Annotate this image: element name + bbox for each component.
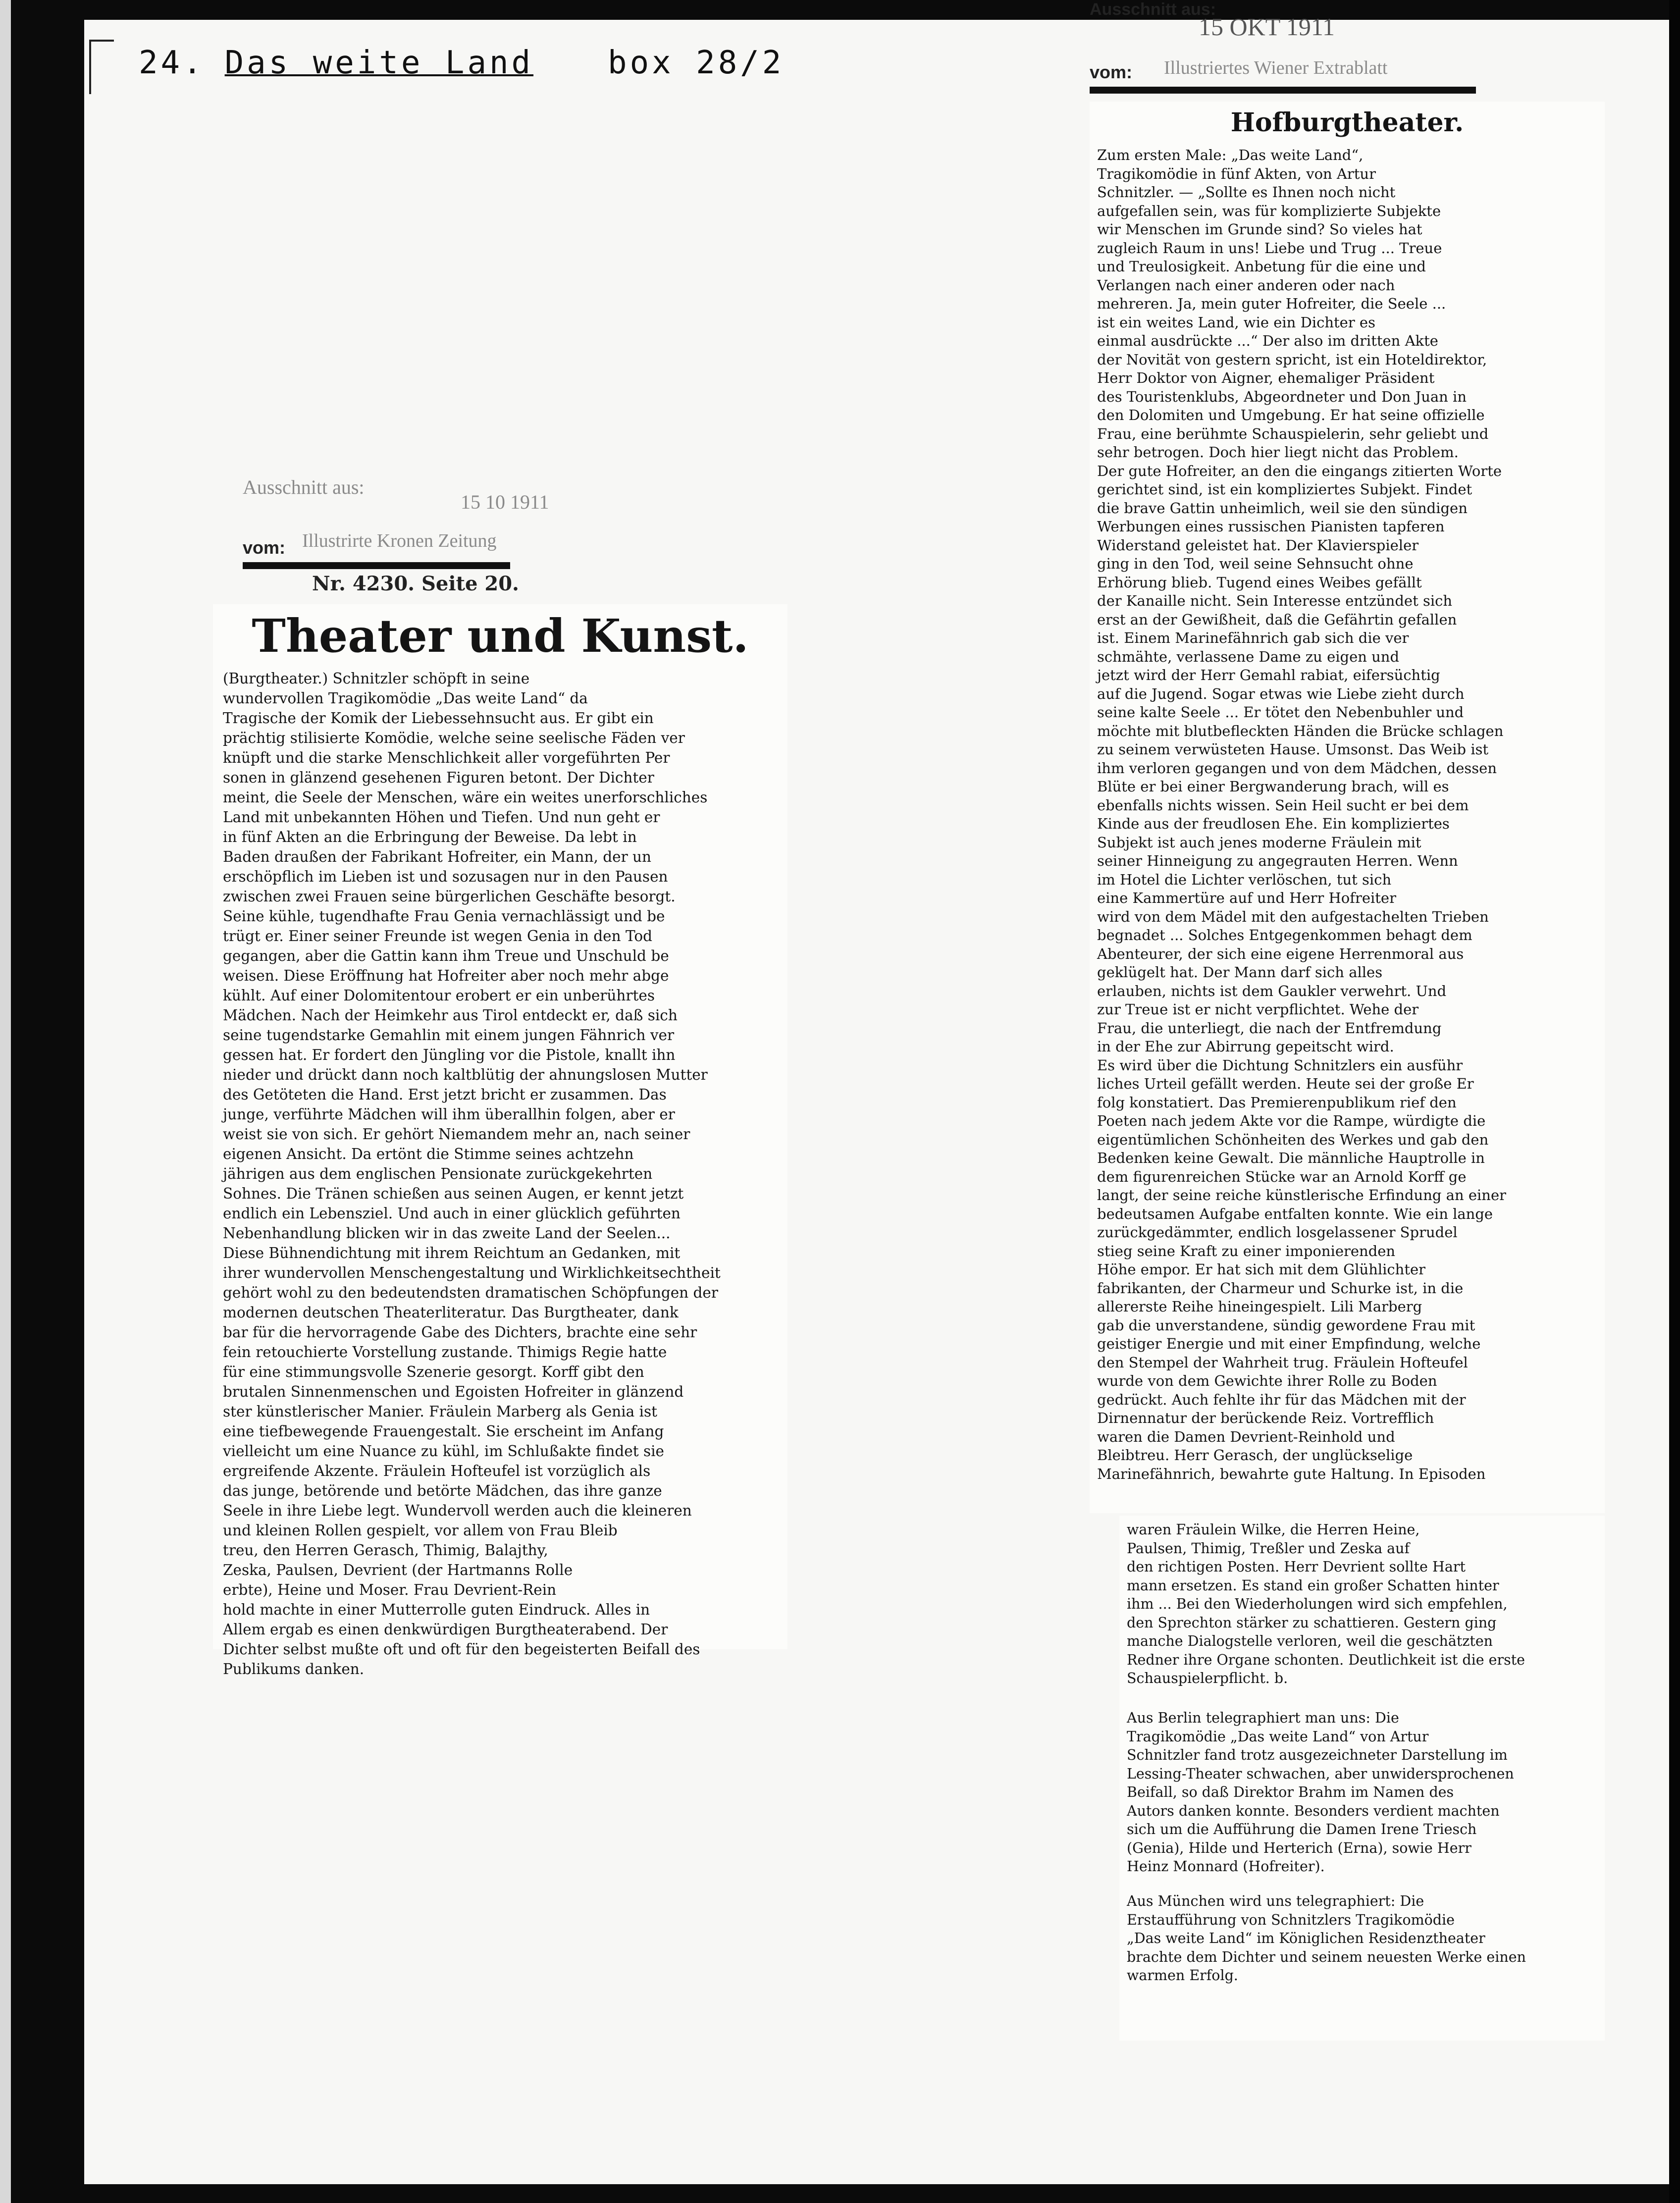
article-line: ihrer wundervollen Menschengestaltung und Wirklichkeitsechtheit <box>223 1264 721 1281</box>
article-line: des Touristenklubs, Abgeordneter und Don Juan in <box>1097 388 1467 405</box>
article-line: begnadet ... Solches Entgegenkommen behagt dem <box>1097 927 1472 944</box>
article-line: fabrikanten, der Charmeur und Schurke ist, in die <box>1097 1279 1464 1297</box>
article-line: erlauben, nichts ist dem Gaukler verwehrt. Und <box>1097 982 1447 999</box>
article-line: wurde von dem Gewichte ihrer Rolle zu Boden <box>1097 1372 1437 1389</box>
article-line: Bleibtreu. Herr Gerasch, der unglückselige <box>1097 1447 1413 1464</box>
article-line: meint, die Seele der Menschen, wäre ein weites unerforschliches <box>223 789 708 806</box>
article-line: wird von dem Mädel mit den aufgestachelten Trieben <box>1097 908 1489 925</box>
article-line: „Das weite Land“ im Königlichen Residenztheater <box>1127 1930 1485 1946</box>
article-line: ging in den Tod, weil seine Sehnsucht ohne <box>1097 555 1414 572</box>
article-line: seiner Hinneigung zu angegrauten Herren. Wenn <box>1097 852 1458 869</box>
article-line: knüpft und die starke Menschlichkeit aller vorgeführten Per <box>223 749 670 766</box>
article-line: allererste Reihe hineingespielt. Lili Marberg <box>1097 1298 1422 1315</box>
article-line: weisen. Diese Eröffnung hat Hofreiter aber noch mehr abge <box>223 967 669 984</box>
clipping-right-body <box>1090 102 1605 1513</box>
clipping-left-headline: Theater und Kunst. <box>252 609 749 663</box>
article-line: eigenen Ansicht. Da ertönt die Stimme seines achtzehn <box>223 1146 634 1162</box>
corner-bracket-mark <box>89 40 91 94</box>
article-line: Subjekt ist auch jenes moderne Fräulein mit <box>1097 834 1421 851</box>
clipping-right <box>1090 0 1605 2041</box>
article-line: geklügelt hat. Der Mann darf sich alles <box>1097 964 1383 981</box>
article-line: vielleicht um eine Nuance zu kühl, im Schlußakte findet sie <box>223 1443 664 1460</box>
article-line: zur Treue ist er nicht verpflichtet. Wehe der <box>1097 1001 1419 1018</box>
article-line: gessen hat. Er fordert den Jüngling vor die Pistole, knallt ihn <box>223 1047 676 1063</box>
clipping-right-article <box>1097 146 1597 1483</box>
article-line: Werbungen eines russischen Pianisten tapferen <box>1097 518 1445 535</box>
article-line: trügt er. Einer seiner Freunde ist wegen Genia in den Tod <box>223 928 652 944</box>
archive-label <box>139 45 784 81</box>
article-line: ster künstlerischer Manier. Fräulein Marberg als Genia ist <box>223 1403 657 1420</box>
article-line: zurückgedämmter, endlich losgelassener Sprudel <box>1097 1224 1458 1241</box>
article-line: Der gute Hofreiter, an den die eingangs zitierten Worte <box>1097 462 1502 479</box>
article-line: Dichter selbst mußte oft und oft für den begeisterten Beifall des <box>223 1641 700 1658</box>
article-line: Autors danken konnte. Besonders verdient machten <box>1127 1802 1500 1819</box>
article-line: Schnitzler. — „Sollte es Ihnen noch nicht <box>1097 184 1396 201</box>
article-line: Höhe empor. Er hat sich mit dem Glühlichter <box>1097 1261 1426 1278</box>
article-line: gab die unverstandene, sündig gewordene Frau mit <box>1097 1316 1475 1334</box>
article-line: folg konstatiert. Das Premierenpublikum rief den <box>1097 1094 1457 1111</box>
article-line: gerichtet sind, ist ein kompliziertes Subjekt. Findet <box>1097 481 1472 498</box>
article-line: Frau, eine berühmte Schauspielerin, sehr geliebt und <box>1097 425 1489 442</box>
article-line: Erstaufführung von Schnitzlers Tragikomödie <box>1127 1911 1455 1928</box>
article-line: auf die Jugend. Sogar etwas wie Liebe zieht durch <box>1097 685 1465 702</box>
article-line: Schauspielerpflicht. b. <box>1127 1670 1288 1686</box>
clipping-right-munich-report <box>1127 1892 1597 1985</box>
article-line: gegangen, aber die Gattin kann ihm Treue und Unschuld be <box>223 947 669 964</box>
scan-left-edge <box>0 0 11 2203</box>
archive-number: 24. <box>139 45 205 81</box>
article-line: Seele in ihre Liebe legt. Wundervoll werden auch die kleineren <box>223 1502 692 1519</box>
article-line: fein retouchierte Vorstellung zustande. Thimigs Regie hatte <box>223 1344 667 1361</box>
article-line: Zum ersten Male: „Das weite Land“, <box>1097 147 1364 163</box>
article-line: Erhörung blieb. Tugend eines Weibes gefällt <box>1097 574 1422 591</box>
article-line: mann ersetzen. Es stand ein großer Schatten hinter <box>1127 1577 1499 1594</box>
article-line: dem figurenreichen Stücke war an Arnold Korff ge <box>1097 1168 1467 1185</box>
article-line: in fünf Akten an die Erbringung der Beweise. Da lebt in <box>223 829 637 845</box>
article-line: aufgefallen sein, was für komplizierte Subjekte <box>1097 202 1441 219</box>
article-line: kühlt. Auf einer Dolomitentour erobert er ein unberührtes <box>223 987 655 1004</box>
article-line: Redner ihre Organe schonten. Deutlichkeit ist die erste <box>1127 1651 1525 1668</box>
article-line: Abenteurer, der sich eine eigene Herrenmoral aus <box>1097 945 1464 962</box>
clipping-right-article-continued <box>1127 1521 1597 1688</box>
article-line: in der Ehe zur Abirrung gepeitscht wird. <box>1097 1038 1394 1055</box>
article-line: Baden draußen der Fabrikant Hofreiter, ein Mann, der un <box>223 848 652 865</box>
clipping-left-stamp-date: 15 10 1911 <box>461 491 549 513</box>
article-line: Poeten nach jedem Akte vor die Rampe, würdigte die <box>1097 1112 1486 1129</box>
article-line: brachte dem Dichter und seinem neuesten Werke einen <box>1127 1948 1526 1965</box>
article-line: möchte mit blutbefleckten Händen die Brücke schlagen <box>1097 722 1504 739</box>
article-line: Dirnennatur der berückende Reiz. Vortrefflich <box>1097 1410 1434 1426</box>
article-line: schmähte, verlassene Dame zu eigen und <box>1097 648 1400 665</box>
article-line: Sohnes. Die Tränen schießen aus seinen Augen, er kennt jetzt <box>223 1185 684 1202</box>
clipping-right-continuation <box>1119 1516 1605 2041</box>
article-line: und kleinen Rollen gespielt, vor allem von Frau Bleib <box>223 1522 618 1539</box>
archive-box: box 28/2 <box>608 45 785 81</box>
clipping-left-stamp-bar <box>243 562 510 569</box>
article-line: erschöpflich im Lieben ist und sozusagen nur in den Pausen <box>223 868 668 885</box>
article-line: für eine stimmungsvolle Szenerie gesorgt. Korff gibt den <box>223 1364 644 1380</box>
article-line: den richtigen Posten. Herr Devrient sollte Hart <box>1127 1559 1466 1575</box>
article-line: Heinz Monnard (Hofreiter). <box>1127 1858 1325 1875</box>
scan-right-edge <box>1669 0 1680 2203</box>
article-line: brutalen Sinnenmenschen und Egoisten Hofreiter in glänzend <box>223 1383 684 1400</box>
article-line: Nebenhandlung blicken wir in das zweite Land der Seelen... <box>223 1225 671 1242</box>
clipping-right-stamp-source: Ausschnitt aus: <box>1090 0 1216 19</box>
article-line: weist sie von sich. Er gehört Niemandem mehr an, nach seiner <box>223 1126 690 1143</box>
article-line: waren Fräulein Wilke, die Herren Heine, <box>1127 1521 1420 1538</box>
article-line: der Kanaille nicht. Sein Interesse entzündet sich <box>1097 592 1453 609</box>
article-line: langt, der seine reiche künstlerische Erfindung an einer <box>1097 1187 1506 1204</box>
article-line: Es wird über die Dichtung Schnitzlers ein ausführ <box>1097 1056 1463 1074</box>
article-line: (Burgtheater.) Schnitzler schöpft in seine <box>223 670 530 687</box>
article-line: ihm ... Bei den Wiederholungen wird sich empfehlen, <box>1127 1596 1508 1612</box>
article-line: einmal ausdrückte ...“ Der also im dritten Akte <box>1097 332 1438 349</box>
article-line: bedeutsamen Aufgabe entfalten konnte. Wie ein lange <box>1097 1205 1493 1222</box>
article-line: eine Kammertüre auf und Herr Hofreiter <box>1097 890 1396 906</box>
article-line: gehört wohl zu den bedeutendsten dramatischen Schöpfungen der <box>223 1284 718 1301</box>
clipping-left-stamp-source: Ausschnitt aus: <box>243 476 365 498</box>
article-line: mehreren. Ja, mein guter Hofreiter, die Seele ... <box>1097 295 1446 312</box>
article-line: (Genia), Hilde und Herterich (Erna), sowie Herr <box>1127 1839 1471 1856</box>
article-line: ist ein weites Land, wie ein Dichter es <box>1097 314 1375 331</box>
clipping-left-issue: Nr. 4230. Seite 20. <box>312 572 519 595</box>
article-line: den Sprechton stärker zu schattieren. Gestern ging <box>1127 1614 1497 1631</box>
article-line: Beifall, so daß Direktor Brahm im Namen des <box>1127 1784 1454 1800</box>
article-line: ebenfalls nichts wissen. Sein Heil sucht er bei dem <box>1097 796 1469 814</box>
article-line: Lessing-Theater schwachen, aber unwidersprochenen <box>1127 1765 1514 1782</box>
article-line: ist. Einem Marinefähnrich gab sich die ver <box>1097 629 1409 646</box>
archive-title: Das weite Land <box>224 45 534 81</box>
clipping-right-headline: Hofburgtheater. <box>1230 107 1464 138</box>
article-line: Aus Berlin telegraphiert man uns: Die <box>1127 1710 1399 1726</box>
article-line: bar für die hervorragende Gabe des Dichters, brachte eine sehr <box>223 1324 697 1341</box>
article-line: und Treulosigkeit. Anbetung für die eine und <box>1097 258 1426 275</box>
article-line: sehr betrogen. Doch hier liegt nicht das Problem. <box>1097 444 1459 461</box>
article-line: Herr Doktor von Aigner, ehemaliger Präsident <box>1097 369 1435 386</box>
article-line: Kinde aus der freudlosen Ehe. Ein kompliziertes <box>1097 815 1450 832</box>
clipping-right-stamp-date: 15 OKT 1911 <box>1199 13 1335 41</box>
article-line: gedrückt. Auch fehlte ihr für das Mädchen mit der <box>1097 1391 1466 1408</box>
article-line: waren die Damen Devrient-Reinhold und <box>1097 1428 1395 1445</box>
article-line: Tragische der Komik der Liebessehnsucht aus. Er gibt ein <box>223 710 654 727</box>
article-line: seine kalte Seele ... Er tötet den Nebenbuhler und <box>1097 704 1464 721</box>
article-line: junge, verführte Mädchen will ihm überallhin folgen, aber er <box>223 1106 675 1123</box>
article-line: Publikums danken. <box>223 1661 365 1678</box>
article-line: wundervollen Tragikomödie „Das weite Land“ da <box>223 690 588 707</box>
article-line: jetzt wird der Herr Gemahl rabiat, eifersüchtig <box>1097 667 1440 683</box>
article-line: den Stempel der Wahrheit trug. Fräulein Hofteufel <box>1097 1354 1468 1371</box>
article-line: Zeska, Paulsen, Devrient (der Hartmanns Rolle <box>223 1562 573 1578</box>
article-line: eigentümlichen Schönheiten des Werkes und gab den <box>1097 1131 1489 1148</box>
article-line: warmen Erfolg. <box>1127 1967 1238 1984</box>
article-line: sonen in glänzend gesehenen Figuren betont. Der Dichter <box>223 769 654 786</box>
article-line: des Getöteten die Hand. Erst jetzt bricht er zusammen. Das <box>223 1086 667 1103</box>
article-line: ihm verloren gegangen und von dem Mädchen, dessen <box>1097 759 1497 777</box>
article-line: Paulsen, Thimig, Treßler und Zeska auf <box>1127 1540 1410 1557</box>
clipping-left-body <box>213 604 788 1678</box>
article-line: stieg seine Kraft zu einer imponierenden <box>1097 1242 1396 1259</box>
article-line: prächtig stilisierte Komödie, welche seine seelische Fäden ver <box>223 730 685 746</box>
article-line: erbte), Heine und Moser. Frau Devrient-Rein <box>223 1581 557 1598</box>
article-line: zwischen zwei Frauen seine bürgerlichen Geschäfte besorgt. <box>223 888 676 905</box>
article-line: Marinefähnrich, bewahrte gute Haltung. In Episoden <box>1097 1465 1486 1482</box>
article-line: seine tugendstarke Gemahlin mit einem jungen Fähnrich ver <box>223 1027 675 1044</box>
article-line: das junge, betörende und betörte Mädchen, das ihre ganze <box>223 1482 662 1499</box>
article-line: den Dolomiten und Umgebung. Er hat seine offizielle <box>1097 407 1485 423</box>
article-line: Schnitzler fand trotz ausgezeichneter Darstellung im <box>1127 1747 1508 1763</box>
clipping-left <box>213 475 788 1678</box>
corner-bracket-mark-top <box>89 40 114 42</box>
article-line: treu, den Herren Gerasch, Thimig, Balajthy, <box>223 1542 548 1559</box>
clipping-left-article <box>223 669 778 1679</box>
article-line: Frau, die unterliegt, die nach der Entfremdung <box>1097 1019 1442 1037</box>
article-line: eine tiefbewegende Frauengestalt. Sie erscheint im Anfang <box>223 1423 664 1440</box>
article-line: ergreifende Akzente. Fräulein Hofteufel ist vorzüglich als <box>223 1463 651 1479</box>
article-line: Allem ergab es einen denkwürdigen Burgtheaterabend. Der <box>223 1621 668 1638</box>
article-line: endlich ein Lebensziel. Und auch in einer glücklich geführten <box>223 1205 681 1222</box>
article-line: zugleich Raum in uns! Liebe und Trug ... Treue <box>1097 239 1442 257</box>
article-line: jährigen aus dem englischen Pensionate zurückgekehrten <box>223 1165 653 1182</box>
article-line: sich um die Aufführung die Damen Irene Triesch <box>1127 1821 1477 1837</box>
article-line: Widerstand geleistet hat. Der Klavierspieler <box>1097 536 1419 554</box>
article-line: zu seinem verwüsteten Hause. Umsonst. Das Weib ist <box>1097 741 1489 758</box>
clipping-left-from-value: Illustrirte Kronen Zeitung <box>302 530 497 551</box>
clipping-right-stamp-bar <box>1090 87 1476 94</box>
article-line: wir Menschen im Grunde sind? So vieles hat <box>1097 221 1422 238</box>
article-line: Land mit unbekannten Höhen und Tiefen. Und nun geht er <box>223 809 660 826</box>
clipping-right-from-value: Illustriertes Wiener Extrablatt <box>1164 57 1388 78</box>
clipping-right-berlin-report <box>1127 1709 1597 1876</box>
clipping-right-from-label: vom: <box>1090 62 1133 82</box>
article-line: Tragikomödie in fünf Akten, von Artur <box>1097 165 1376 182</box>
article-line: manche Dialogstelle verloren, weil die geschätzten <box>1127 1633 1493 1649</box>
article-line: die brave Gattin unheimlich, weil sie den sündigen <box>1097 499 1468 517</box>
article-line: liches Urteil gefällt werden. Heute sei der große Er <box>1097 1075 1474 1092</box>
article-line: modernen deutschen Theaterliteratur. Das Burgtheater, dank <box>223 1304 679 1321</box>
article-line: Diese Bühnendichtung mit ihrem Reichtum an Gedanken, mit <box>223 1245 681 1261</box>
article-line: erst an der Gewißheit, daß die Gefährtin gefallen <box>1097 611 1457 628</box>
article-line: hold machte in einer Mutterrolle guten Eindruck. Alles in <box>223 1601 650 1618</box>
article-line: Mädchen. Nach der Heimkehr aus Tirol entdeckt er, daß sich <box>223 1007 678 1024</box>
article-line: im Hotel die Lichter verlöschen, tut sich <box>1097 871 1392 888</box>
article-line: nieder und drückt dann noch kaltblütig der ahnungslosen Mutter <box>223 1066 708 1083</box>
article-line: Tragikomödie „Das weite Land“ von Artur <box>1127 1728 1429 1745</box>
article-line: der Novität von gestern spricht, ist ein Hoteldirektor, <box>1097 351 1487 368</box>
clipping-left-from-label: vom: <box>243 537 286 558</box>
article-line: geistiger Energie und mit einer Empfindung, welche <box>1097 1335 1481 1352</box>
article-line: Aus München wird uns telegraphiert: Die <box>1127 1893 1424 1909</box>
article-line: Verlangen nach einer anderen oder nach <box>1097 276 1395 294</box>
article-line: Seine kühle, tugendhafte Frau Genia vernachlässigt und be <box>223 908 665 925</box>
article-line: Blüte er bei einer Bergwanderung brach, will es <box>1097 778 1449 795</box>
article-line: Bedenken keine Gewalt. Die männliche Hauptrolle in <box>1097 1150 1485 1166</box>
